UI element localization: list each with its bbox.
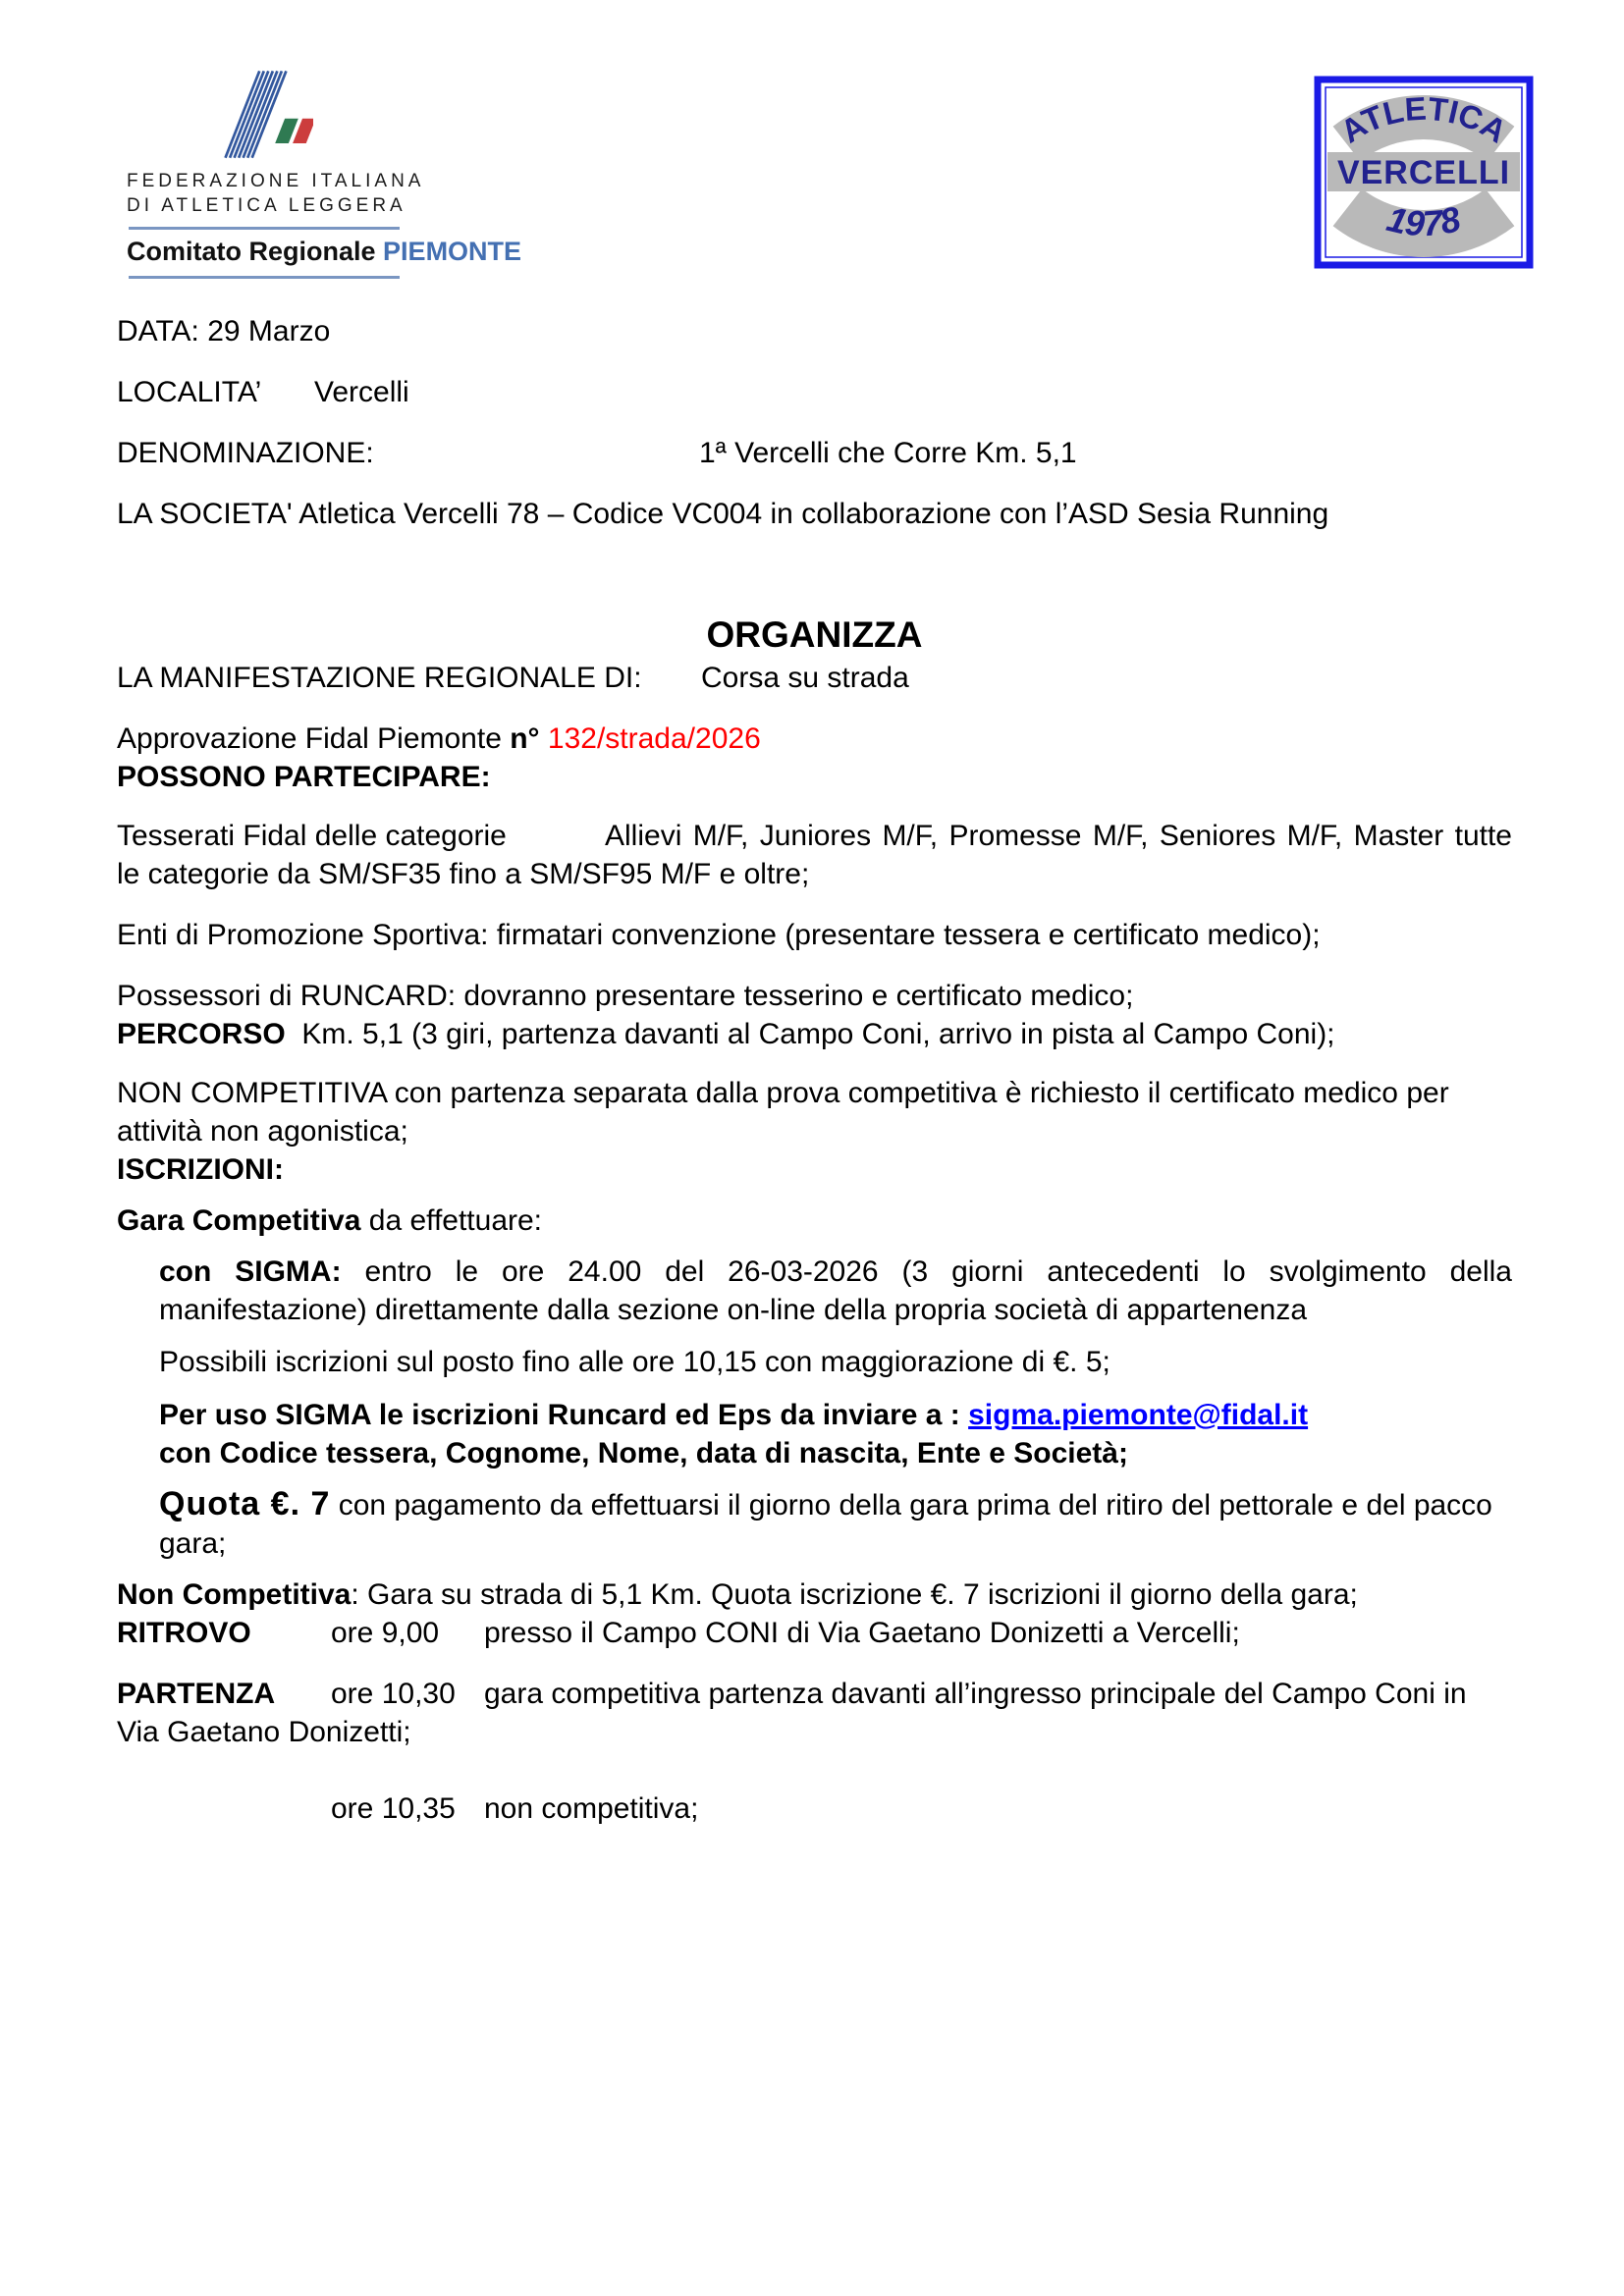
approval-line bbox=[117, 720, 1512, 758]
fidal-hatch-lines bbox=[226, 71, 287, 157]
denomination-label: DENOMINAZIONE: bbox=[117, 437, 374, 469]
organizza-heading: ORGANIZZA bbox=[706, 614, 923, 655]
fee-text: con pagamento da effettuarsi il giorno della gara prima del ritiro del pettorale e del pacco gara; bbox=[159, 1489, 1492, 1560]
event-type-label: LA MANIFESTAZIONE REGIONALE DI: bbox=[117, 662, 642, 694]
italian-flag-icon bbox=[275, 119, 313, 143]
approval-number-label: n° bbox=[510, 722, 548, 755]
non-competitive-entry-rest: : Gara su strada di 5,1 Km. Quota iscrizione €. 7 iscrizioni il giorno della gara; bbox=[351, 1578, 1358, 1611]
start-noncompetitive-desc: non competitiva; bbox=[484, 1792, 699, 1825]
federation-name-line1: FEDERAZIONE ITALIANA bbox=[127, 171, 425, 191]
non-competitive-entry-label: Non Competitiva bbox=[117, 1578, 352, 1611]
competitive-entry-line bbox=[117, 1201, 1512, 1240]
crest-year-textpath: 1978 bbox=[1382, 198, 1465, 244]
onsite-entry-line: Possibili iscrizioni sul posto fino alle ore 10,15 con maggiorazione di €. 5; bbox=[159, 1346, 1110, 1378]
competitive-entry-rest: da effettuare: bbox=[360, 1204, 543, 1237]
course-text: Km. 5,1 (3 giri, partenza davanti al Campo Coni, arrivo in pista al Campo Coni); bbox=[301, 1018, 1335, 1050]
fidal-members-label: Tesserati Fidal delle categorie bbox=[117, 820, 507, 852]
runcard-eps-entry-details: con Codice tessera, Cognome, Nome, data di nascita, Ente e Società; bbox=[159, 1437, 1128, 1469]
start-label: PARTENZA bbox=[117, 1678, 276, 1710]
meeting-label: RITROVO bbox=[117, 1617, 251, 1649]
fidal-logo-icon bbox=[215, 65, 313, 163]
sigma-paragraph bbox=[159, 1253, 1512, 1329]
crest-vercelli-text: VERCELLI bbox=[1336, 154, 1511, 191]
committee-divider-bottom bbox=[129, 276, 400, 279]
fee-amount: Quota €. 7 bbox=[159, 1485, 331, 1522]
start-desc: gara competitiva partenza davanti all’ingresso principale del Campo Coni in Via Gaetano Donizetti; bbox=[117, 1678, 1467, 1748]
runcard-eps-entry-paragraph bbox=[159, 1396, 1512, 1472]
meeting-desc: presso il Campo CONI di Via Gaetano Donizetti a Vercelli; bbox=[484, 1617, 1240, 1649]
date-line: DATA: 29 Marzo bbox=[117, 315, 331, 347]
fidal-members-paragraph bbox=[117, 817, 1512, 893]
runcard-line: Possessori di RUNCARD: dovranno presentare tesserino e certificato medico; bbox=[117, 980, 1134, 1012]
location-line bbox=[117, 373, 1512, 411]
club-crest-icon bbox=[1314, 76, 1534, 269]
regional-committee-line bbox=[127, 236, 522, 267]
sigma-text: entro le ore 24.00 del 26-03-2026 (3 giorni antecedenti lo svolgimento della manifestazione) direttamente dalla sezione on-line della propria società di appartenenza bbox=[159, 1255, 1512, 1326]
atletica-vercelli-crest bbox=[1314, 76, 1534, 279]
sigma-email-link[interactable]: sigma.piemonte@fidal.it bbox=[968, 1399, 1309, 1431]
approval-prefix: Approvazione Fidal Piemonte bbox=[117, 722, 511, 755]
document-body bbox=[117, 312, 1512, 1828]
sigma-label: con SIGMA: bbox=[159, 1255, 342, 1288]
location-label: LOCALITA’ bbox=[117, 376, 262, 408]
start-noncompetitive-row bbox=[117, 1789, 1512, 1828]
entries-title: ISCRIZIONI: bbox=[117, 1153, 284, 1186]
society-line: LA SOCIETA' Atletica Vercelli 78 – Codice VC004 in collaborazione con l’ASD Sesia Running bbox=[117, 498, 1329, 530]
committee-region: PIEMONTE bbox=[383, 237, 522, 266]
committee-divider-top bbox=[129, 227, 400, 230]
course-label: PERCORSO bbox=[117, 1018, 286, 1050]
fidal-members-categories: Allievi M/F, Juniores M/F, Promesse M/F, Seniores M/F, Master tutte le categorie da SM/SF35 fino a SM/SF95 M/F e oltre; bbox=[117, 820, 1512, 890]
approval-number: 132/strada/2026 bbox=[547, 722, 761, 755]
crest-atletica-textpath: ATLETICA bbox=[1333, 89, 1514, 150]
meeting-time: ore 9,00 bbox=[331, 1617, 440, 1649]
fidal-logo-block bbox=[127, 65, 522, 285]
start-time: ore 10,30 bbox=[331, 1678, 456, 1710]
meeting-row bbox=[117, 1614, 1512, 1652]
event-type-value: Corsa su strada bbox=[701, 662, 909, 694]
fee-paragraph bbox=[159, 1485, 1512, 1563]
eps-line: Enti di Promozione Sportiva: firmatari convenzione (presentare tessera e certificato medico); bbox=[117, 919, 1321, 951]
non-competitive-entry-line bbox=[117, 1575, 1512, 1614]
event-type-line bbox=[117, 659, 1512, 697]
runcard-eps-entry-prefix: Per uso SIGMA le iscrizioni Runcard ed Eps da inviare a : bbox=[159, 1399, 969, 1431]
committee-label: Comitato Regionale bbox=[127, 237, 376, 266]
course-line bbox=[117, 1015, 1512, 1053]
federation-name-line2: DI ATLETICA LEGGERA bbox=[127, 195, 406, 216]
start-row bbox=[117, 1675, 1512, 1751]
competitive-entry-label: Gara Competitiva bbox=[117, 1204, 361, 1237]
location-value: Vercelli bbox=[314, 376, 409, 408]
non-competitive-notice: NON COMPETITIVA con partenza separata dalla prova competitiva è richiesto il certificato medico per attività non agonistica; bbox=[117, 1077, 1449, 1148]
denomination-line bbox=[117, 434, 1512, 472]
participants-title: POSSONO PARTECIPARE: bbox=[117, 761, 491, 793]
start-noncompetitive-time: ore 10,35 bbox=[331, 1792, 456, 1825]
denomination-value: 1ª Vercelli che Corre Km. 5,1 bbox=[699, 437, 1077, 469]
